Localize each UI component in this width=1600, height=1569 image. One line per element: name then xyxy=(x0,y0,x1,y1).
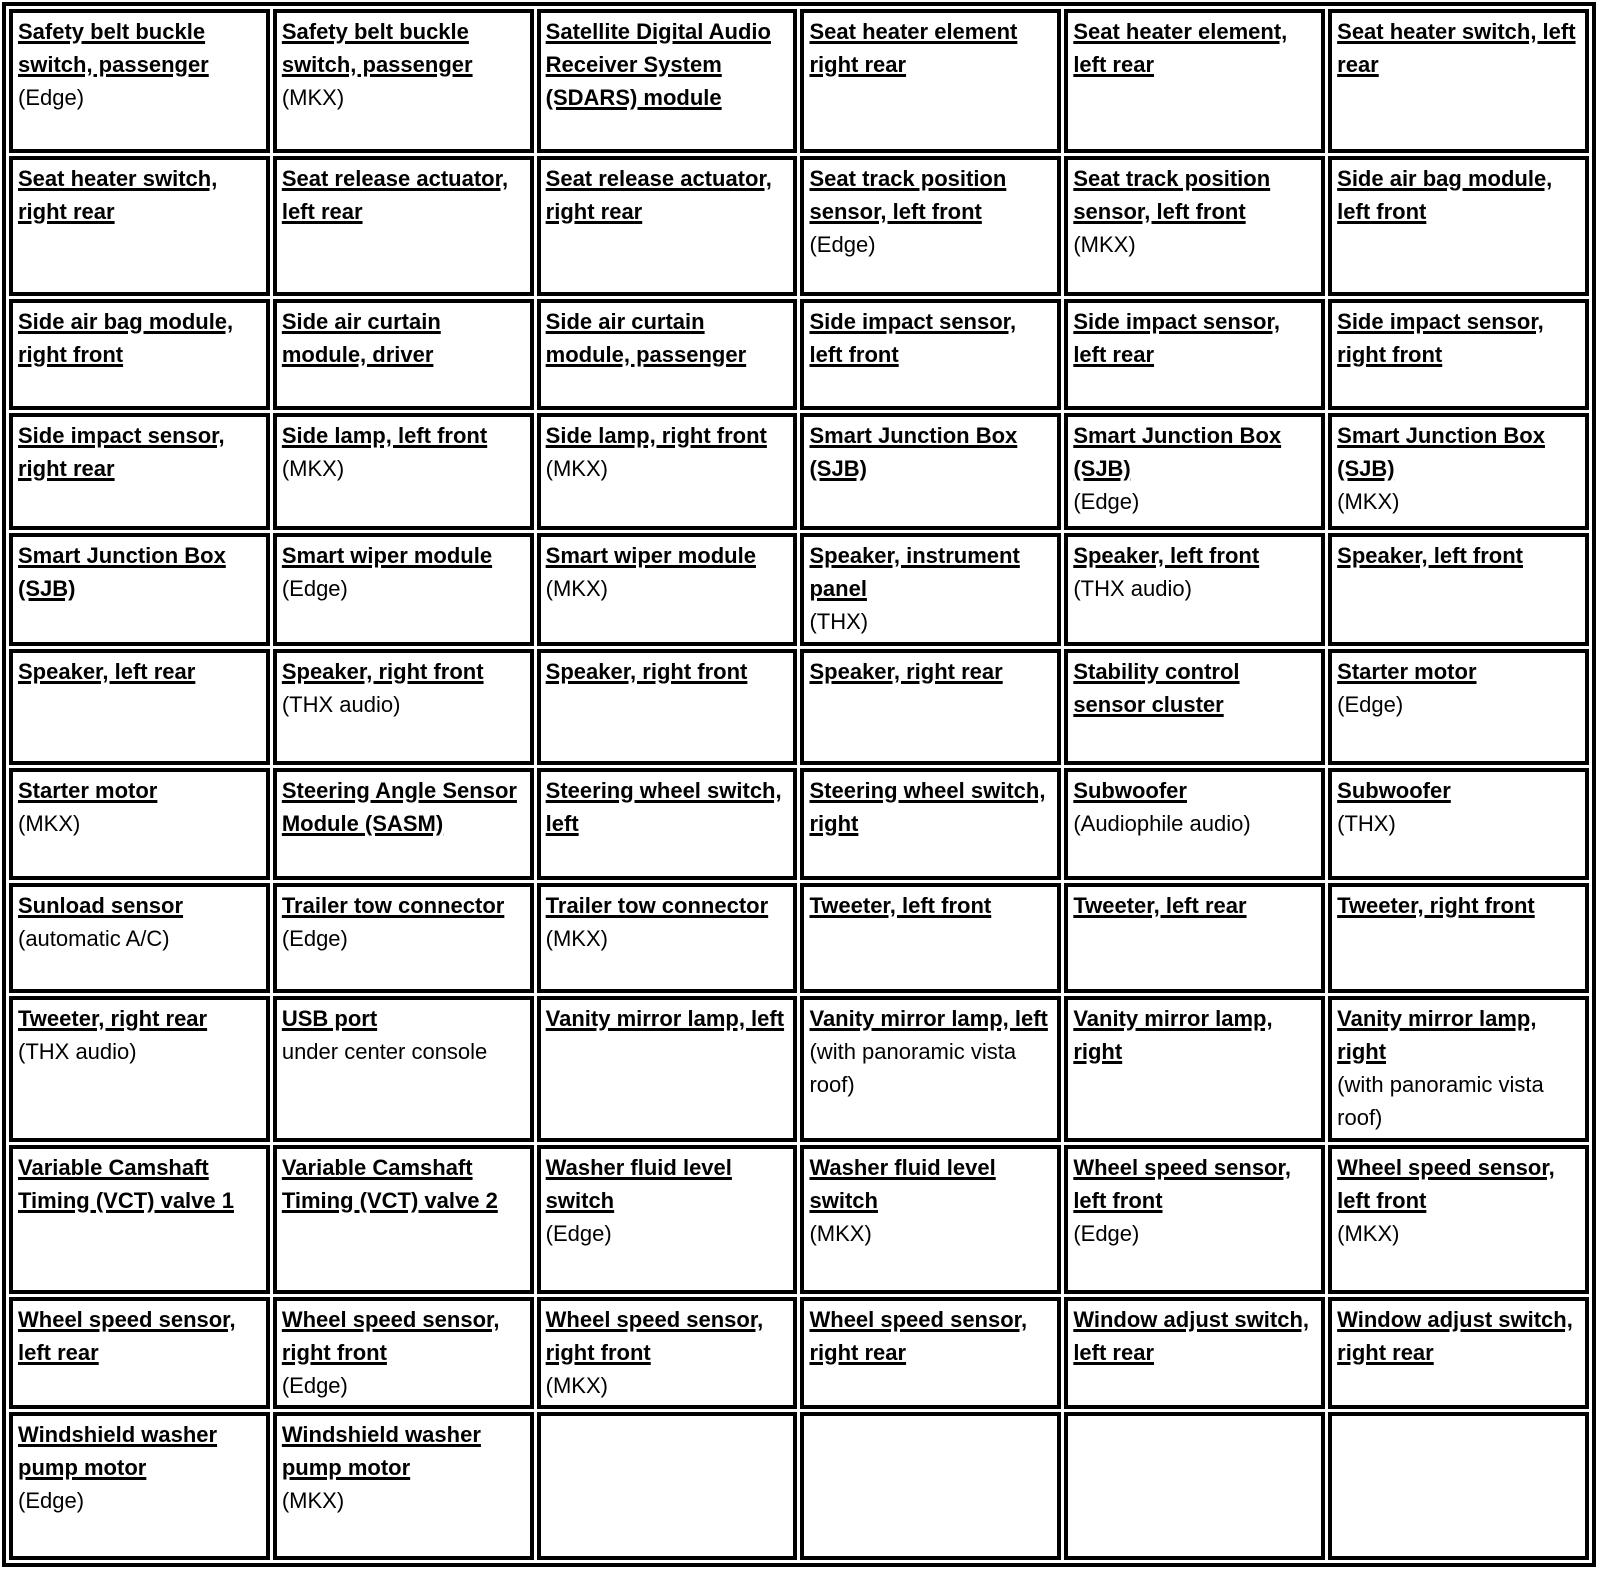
component-note: (MKX) xyxy=(1073,232,1136,257)
component-note: (MKX) xyxy=(545,926,608,951)
component-link[interactable]: Smart Junction Box (SJB) xyxy=(1073,423,1282,481)
component-note: (Edge) xyxy=(545,1221,612,1246)
component-note: (Edge) xyxy=(281,926,348,951)
table-cell xyxy=(1064,996,1325,1142)
table-cell xyxy=(273,996,534,1142)
table-cell xyxy=(273,413,534,530)
table-cell xyxy=(1328,649,1589,765)
component-note: (Edge) xyxy=(18,1488,85,1513)
table-cell xyxy=(273,768,534,880)
table-cell xyxy=(1328,9,1589,153)
component-link[interactable]: Seat release actuator, left rear xyxy=(281,166,509,224)
table-cell xyxy=(800,768,1061,880)
table-row xyxy=(9,9,1589,153)
component-link[interactable]: Wheel speed sensor, right rear xyxy=(809,1307,1028,1365)
component-link[interactable]: Subwoofer xyxy=(1073,778,1187,803)
table-cell xyxy=(9,533,270,646)
table-cell xyxy=(800,299,1061,410)
component-note: (with panoramic vista roof) xyxy=(1337,1072,1544,1130)
component-note: (Edge) xyxy=(1337,692,1404,717)
table-cell xyxy=(273,9,534,153)
component-link[interactable]: Steering wheel switch, right xyxy=(809,778,1046,836)
component-link[interactable]: Tweeter, right front xyxy=(1337,893,1535,918)
table-cell xyxy=(273,883,534,993)
component-index-table xyxy=(2,2,1596,1567)
component-note: (MKX) xyxy=(281,1488,345,1513)
table-cell xyxy=(9,299,270,410)
component-link[interactable]: Starter motor xyxy=(18,778,158,803)
table-cell-empty xyxy=(1064,1412,1325,1560)
table-cell xyxy=(537,768,798,880)
component-link[interactable]: Windshield washer pump motor xyxy=(18,1422,218,1480)
table-cell xyxy=(537,9,798,153)
table-cell xyxy=(273,1412,534,1560)
table-row xyxy=(9,883,1589,993)
table-cell xyxy=(800,9,1061,153)
component-note: (MKX) xyxy=(1337,489,1400,514)
table-cell xyxy=(1328,1145,1589,1294)
component-note: (MKX) xyxy=(545,456,608,481)
table-cell xyxy=(537,883,798,993)
component-link[interactable]: Window adjust switch, left rear xyxy=(1073,1307,1310,1365)
table-cell-empty xyxy=(537,1412,798,1560)
table-cell xyxy=(537,299,798,410)
component-note: (MKX) xyxy=(281,456,345,481)
component-link[interactable]: Trailer tow connector xyxy=(281,893,505,918)
table-cell xyxy=(800,156,1061,296)
component-link[interactable]: Windshield washer pump motor xyxy=(281,1422,481,1480)
table-cell xyxy=(1064,1297,1325,1409)
component-link[interactable]: Smart Junction Box (SJB) xyxy=(18,543,226,601)
table-cell xyxy=(9,883,270,993)
table-cell xyxy=(800,1297,1061,1409)
table-cell xyxy=(1064,768,1325,880)
table-cell xyxy=(273,1145,534,1294)
component-note: under center console xyxy=(281,1039,488,1064)
component-note: (Edge) xyxy=(18,85,85,110)
component-link[interactable]: USB port xyxy=(281,1006,378,1031)
component-note: (Audiophile audio) xyxy=(1073,811,1251,836)
component-link[interactable]: Satellite Digital Audio Receiver System (SDARS) module xyxy=(545,19,771,110)
component-note: (automatic A/C) xyxy=(18,926,170,951)
component-link[interactable]: Wheel speed sensor, left front xyxy=(1337,1155,1555,1213)
table-cell xyxy=(1328,156,1589,296)
component-link[interactable]: Smart wiper module xyxy=(281,543,493,568)
component-link[interactable]: Variable Camshaft Timing (VCT) valve 2 xyxy=(281,1155,498,1213)
table-cell xyxy=(1064,9,1325,153)
table-cell xyxy=(1064,156,1325,296)
table-cell xyxy=(537,649,798,765)
component-link[interactable]: Speaker, instrument panel xyxy=(809,543,1020,601)
table-row xyxy=(9,1412,1589,1560)
component-link[interactable]: Side impact sensor, right front xyxy=(1337,309,1544,367)
component-link[interactable]: Seat heater element right rear xyxy=(809,19,1018,77)
component-link[interactable]: Safety belt buckle switch, passenger xyxy=(18,19,209,77)
table-cell-empty xyxy=(1328,1412,1589,1560)
component-note: (THX) xyxy=(1337,811,1396,836)
component-link[interactable]: Stability control sensor cluster xyxy=(1073,659,1240,717)
table-cell xyxy=(537,1145,798,1294)
component-link[interactable]: Vanity mirror lamp, right xyxy=(1073,1006,1273,1064)
component-link[interactable]: Side air curtain module, passenger xyxy=(545,309,747,367)
table-cell xyxy=(9,413,270,530)
component-link[interactable]: Side impact sensor, left rear xyxy=(1073,309,1280,367)
component-link[interactable]: Side air curtain module, driver xyxy=(281,309,441,367)
table-cell xyxy=(9,649,270,765)
component-link[interactable]: Window adjust switch, right rear xyxy=(1337,1307,1573,1365)
component-link[interactable]: Trailer tow connector xyxy=(545,893,769,918)
table-cell xyxy=(537,156,798,296)
table-cell xyxy=(537,996,798,1142)
component-link[interactable]: Speaker, left rear xyxy=(18,659,196,684)
table-cell xyxy=(537,413,798,530)
component-link[interactable]: Smart Junction Box (SJB) xyxy=(809,423,1018,481)
component-link[interactable]: Washer fluid level switch xyxy=(545,1155,732,1213)
component-link[interactable]: Wheel speed sensor, left rear xyxy=(18,1307,236,1365)
component-link[interactable]: Side air bag module, right front xyxy=(18,309,234,367)
component-link[interactable]: Wheel speed sensor, right front xyxy=(545,1307,764,1365)
table-cell xyxy=(800,996,1061,1142)
component-link[interactable]: Vanity mirror lamp, left xyxy=(809,1006,1048,1031)
table-cell xyxy=(273,649,534,765)
component-link[interactable]: Seat track position sensor, left front xyxy=(1073,166,1271,224)
table-row xyxy=(9,649,1589,765)
table-cell xyxy=(1328,299,1589,410)
component-link[interactable]: Smart Junction Box (SJB) xyxy=(1337,423,1545,481)
table-cell xyxy=(1064,299,1325,410)
component-link[interactable]: Seat track position sensor, left front xyxy=(809,166,1007,224)
component-link[interactable]: Vanity mirror lamp, right xyxy=(1337,1006,1537,1064)
table-row xyxy=(9,1145,1589,1294)
table-cell xyxy=(800,533,1061,646)
table-cell xyxy=(1328,1297,1589,1409)
table-cell xyxy=(800,1145,1061,1294)
table-cell xyxy=(1064,533,1325,646)
component-link[interactable]: Seat heater switch, right rear xyxy=(18,166,218,224)
component-note: (MKX) xyxy=(1337,1221,1400,1246)
component-link[interactable]: Side lamp, right front xyxy=(545,423,767,448)
table-cell xyxy=(273,1297,534,1409)
table-cell xyxy=(1328,883,1589,993)
table-cell xyxy=(1064,883,1325,993)
component-link[interactable]: Safety belt buckle switch, passenger xyxy=(281,19,473,77)
table-cell xyxy=(273,299,534,410)
component-note: (MKX) xyxy=(545,576,608,601)
component-link[interactable]: Tweeter, right rear xyxy=(18,1006,208,1031)
component-link[interactable]: Speaker, right front xyxy=(545,659,748,684)
component-note: (THX audio) xyxy=(281,692,401,717)
table-cell xyxy=(9,768,270,880)
component-note: (MKX) xyxy=(281,85,345,110)
table-cell xyxy=(1328,996,1589,1142)
component-note: (with panoramic vista roof) xyxy=(809,1039,1017,1097)
component-link[interactable]: Washer fluid level switch xyxy=(809,1155,996,1213)
component-note: (Edge) xyxy=(281,1373,348,1398)
table-cell xyxy=(537,1297,798,1409)
table-cell xyxy=(537,533,798,646)
table-row xyxy=(9,1297,1589,1409)
table-cell xyxy=(9,1297,270,1409)
component-note: (MKX) xyxy=(809,1221,872,1246)
table-cell xyxy=(1328,533,1589,646)
table-cell xyxy=(1064,1145,1325,1294)
component-link[interactable]: Smart wiper module xyxy=(545,543,756,568)
component-link[interactable]: Vanity mirror lamp, left xyxy=(545,1006,785,1031)
component-link[interactable]: Speaker, right rear xyxy=(809,659,1003,684)
table-row xyxy=(9,299,1589,410)
component-link[interactable]: Steering wheel switch, left xyxy=(545,778,782,836)
table-cell xyxy=(273,533,534,646)
component-link[interactable]: Steering Angle Sensor Module (SASM) xyxy=(281,778,517,836)
component-note: (MKX) xyxy=(18,811,81,836)
component-link[interactable]: Variable Camshaft Timing (VCT) valve 1 xyxy=(18,1155,234,1213)
table-cell xyxy=(800,883,1061,993)
component-note: (THX audio) xyxy=(18,1039,137,1064)
component-note: (THX) xyxy=(809,609,869,634)
component-link[interactable]: Seat release actuator, right rear xyxy=(545,166,772,224)
table-cell xyxy=(273,156,534,296)
table-cell xyxy=(1328,413,1589,530)
component-link[interactable]: Wheel speed sensor, left front xyxy=(1073,1155,1291,1213)
component-link[interactable]: Starter motor xyxy=(1337,659,1477,684)
table-cell-empty xyxy=(800,1412,1061,1560)
component-link[interactable]: Seat heater switch, left rear xyxy=(1337,19,1576,77)
table-cell xyxy=(1328,768,1589,880)
component-link[interactable]: Tweeter, left front xyxy=(809,893,992,918)
table-cell xyxy=(800,649,1061,765)
component-link[interactable]: Wheel speed sensor, right front xyxy=(281,1307,500,1365)
table-row xyxy=(9,996,1589,1142)
table-row xyxy=(9,156,1589,296)
component-link[interactable]: Side air bag module, left front xyxy=(1337,166,1553,224)
component-link[interactable]: Speaker, left front xyxy=(1073,543,1260,568)
component-link[interactable]: Side impact sensor, left front xyxy=(809,309,1017,367)
component-note: (Edge) xyxy=(281,576,348,601)
component-note: (THX audio) xyxy=(1073,576,1192,601)
table-cell xyxy=(9,1145,270,1294)
component-note: (Edge) xyxy=(809,232,876,257)
component-link[interactable]: Side impact sensor, right rear xyxy=(18,423,225,481)
component-note: (MKX) xyxy=(545,1373,608,1398)
component-link[interactable]: Speaker, left front xyxy=(1337,543,1523,568)
component-link[interactable]: Speaker, right front xyxy=(281,659,484,684)
component-link[interactable]: Subwoofer xyxy=(1337,778,1451,803)
component-note: (Edge) xyxy=(1073,1221,1140,1246)
component-link[interactable]: Side lamp, left front xyxy=(281,423,488,448)
table-cell xyxy=(1064,649,1325,765)
table-cell xyxy=(1064,413,1325,530)
table-cell xyxy=(9,1412,270,1560)
table-row xyxy=(9,768,1589,880)
table-cell xyxy=(9,996,270,1142)
table-cell xyxy=(9,156,270,296)
component-link[interactable]: Sunload sensor xyxy=(18,893,184,918)
component-note: (Edge) xyxy=(1073,489,1140,514)
table-cell xyxy=(9,9,270,153)
table-row xyxy=(9,413,1589,530)
component-link[interactable]: Tweeter, left rear xyxy=(1073,893,1247,918)
component-link[interactable]: Seat heater element, left rear xyxy=(1073,19,1288,77)
table-cell xyxy=(800,413,1061,530)
table-row xyxy=(9,533,1589,646)
